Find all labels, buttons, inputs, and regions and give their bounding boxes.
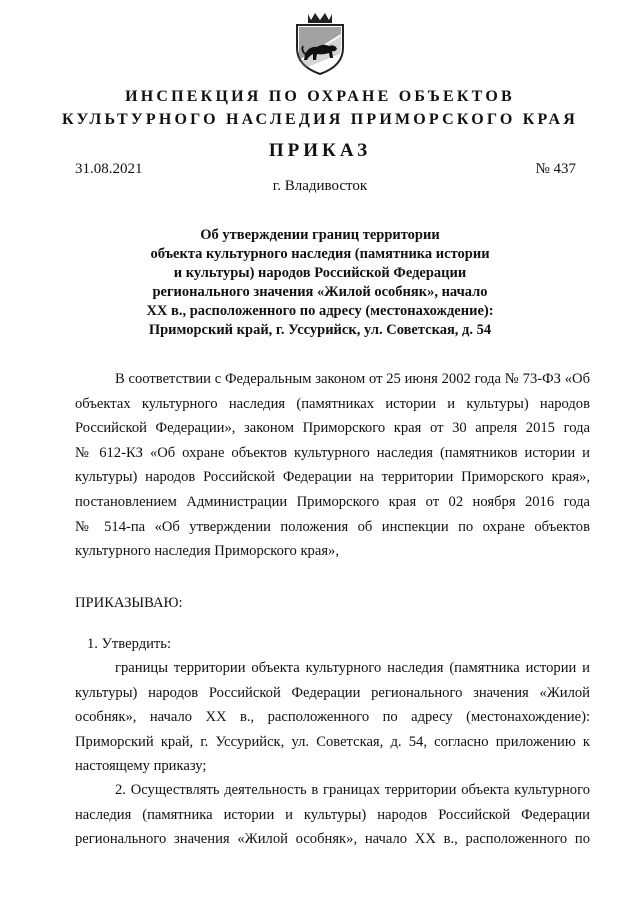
text-line: границы территории объекта культурного наследия (памятника истории и [115, 660, 590, 676]
primorsky-krai-coat-of-arms-icon [291, 10, 349, 76]
text-line: Приморский край, г. Уссурийск, ул. Советская, д. 54, согласно приложению к [75, 733, 590, 750]
preamble-paragraph [75, 367, 590, 564]
text-line: настоящему приказу; [75, 758, 207, 775]
item-2-paragraph [75, 778, 590, 852]
text-line: В соответствии с Федеральным законом от 25 июня 2002 года № 73-ФЗ «Об [115, 371, 590, 387]
title-line: XX в., расположенного по адресу (местонахождение): [146, 303, 494, 319]
document-title [100, 226, 540, 340]
title-line: Приморский край, г. Уссурийск, ул. Советская, д. 54 [148, 322, 492, 338]
organization-name-line-2: КУЛЬТУРНОГО НАСЛЕДИЯ ПРИМОРСКОГО КРАЯ [62, 111, 578, 128]
document-type: ПРИКАЗ [268, 140, 372, 161]
document-date: 31.08.2021 [75, 161, 143, 177]
text-line: 2. Осуществлять деятельность в границах территории объекта культурного [115, 782, 590, 798]
text-line: культуры) народов Российской Федерации на территории Приморского края», [75, 469, 590, 486]
text-line: наследия (памятника истории и культуры) народов Российской Федерации [75, 806, 590, 823]
title-line: Об утверждении границ территории [200, 227, 440, 243]
title-line: и культуры) народов Российской Федерации [173, 265, 467, 281]
organization-name-line-1: ИНСПЕКЦИЯ ПО ОХРАНЕ ОБЪЕКТОВ [125, 88, 515, 105]
order-word: ПРИКАЗЫВАЮ: [75, 595, 183, 611]
item-1-paragraph [75, 656, 590, 779]
text-line: регионального значения «Жилой особняк», начало XX в., расположенного по [75, 831, 590, 848]
text-line: постановлением Администрации Приморского края от 02 ноября 2016 года [75, 493, 590, 510]
title-line: регионального значения «Жилой особняк», начало [152, 284, 488, 300]
text-line: культурного наследия Приморского края», [75, 543, 339, 560]
text-line: Российской Федерации», законом Приморского края от 30 апреля 2015 года [75, 420, 590, 437]
item-1-heading [75, 632, 590, 657]
text-line: 1. Утвердить: [87, 636, 172, 652]
text-line: № 514-па «Об утверждении положения об инспекции по охране объектов [75, 518, 590, 535]
document-number: № 437 [535, 161, 576, 177]
text-line: объектах культурного наследия (памятниках истории и культуры) народов [75, 395, 590, 412]
text-line: № 612-КЗ «Об охране объектов культурного наследия (памятников истории и [75, 444, 590, 461]
text-line: особняк», начало XX в., расположенного по адресу (местонахождение): [75, 709, 590, 726]
document-city: г. Владивосток [272, 178, 368, 194]
text-line: культуры) народов Российской Федерации регионального значения «Жилой [75, 684, 590, 701]
title-line: объекта культурного наследия (памятника истории [150, 246, 490, 262]
